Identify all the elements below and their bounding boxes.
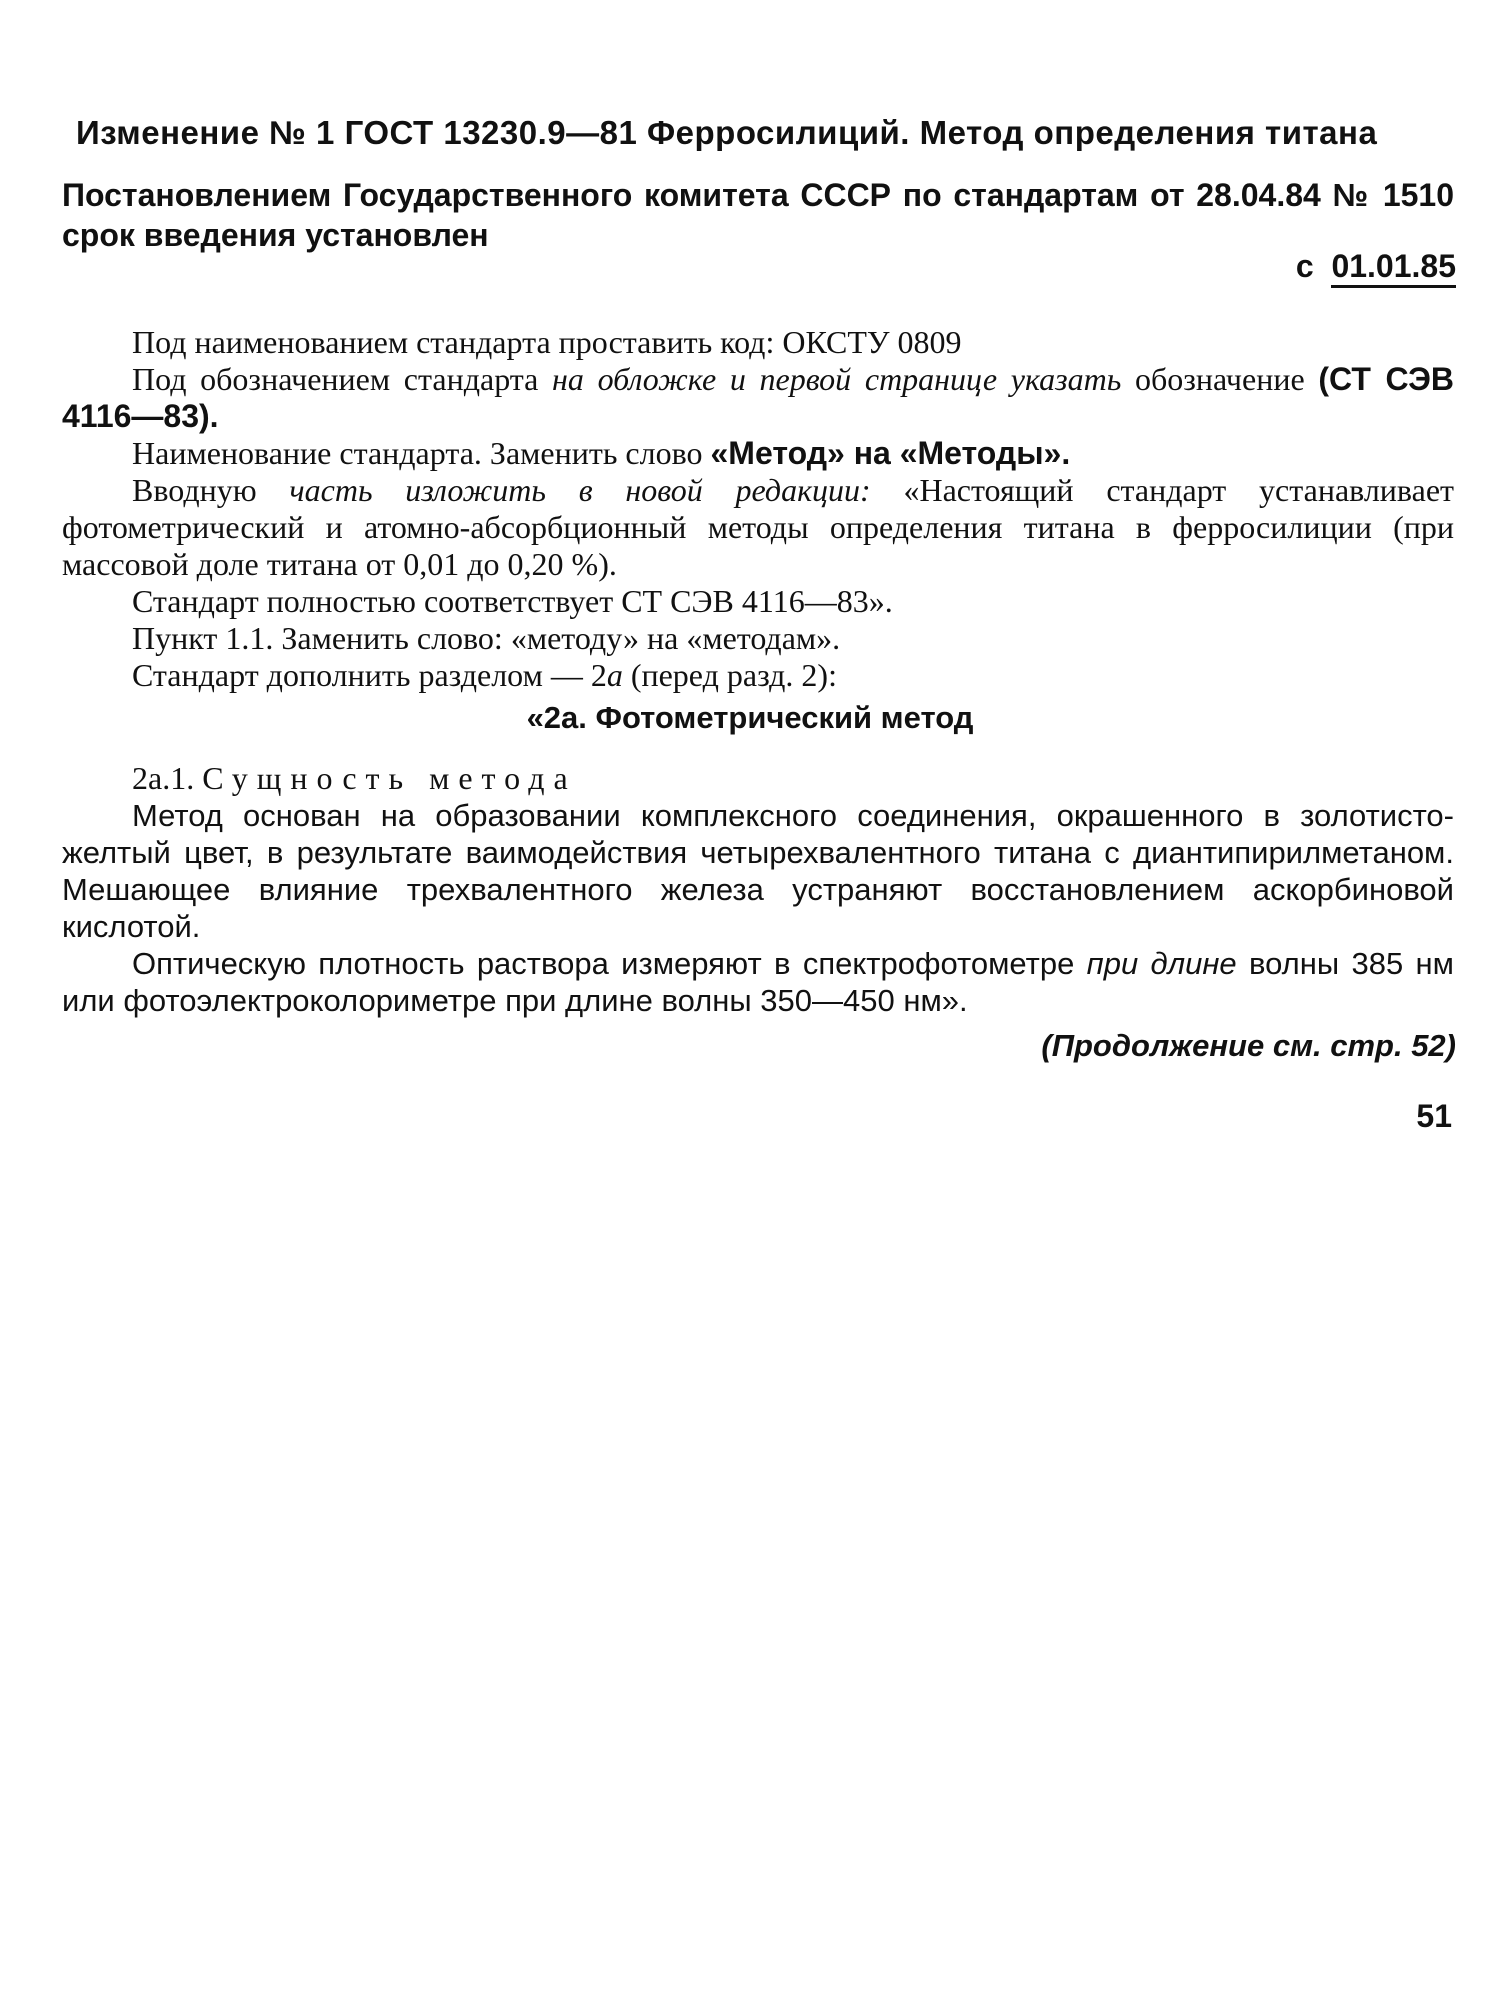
paragraph-designation — [62, 361, 1454, 435]
paragraph-intro — [62, 472, 1454, 583]
name-text-start: Наименование стандарта. Заменить слово — [132, 435, 711, 471]
method-text: Метод основан на образовании комплексного соединения, окрашенного в золотисто-желтый цвет, в результате ваимодействия четырехвалентного титана с диантипирилметаном. Мешающее влияние трехвалентного железа устраняют восстановлением аскорбиновой кислотой. — [62, 798, 1454, 944]
add-text-end: (перед разд. 2): — [622, 657, 837, 693]
document-title: Изменение № 1 ГОСТ 13230.9—81 Ферросилиций. Метод определения титана — [76, 114, 1378, 151]
paragraph-add-section — [62, 657, 1454, 694]
subsection-heading — [62, 760, 1454, 797]
continuation-note: (Продолжение см. стр. 52) — [1041, 1028, 1456, 1063]
designation-text-italic: на обложке и первой странице указать — [552, 361, 1122, 397]
paragraph-code-text: Под наименованием стандарта проставить код: ОКСТУ 0809 — [132, 324, 962, 360]
paragraph-compliance — [62, 583, 1454, 620]
decree-text: Постановлением Государственного комитета СССР по стандартам от 28.04.84 № 1510 срок введения установлен — [62, 177, 1454, 253]
page-number: 51 — [1416, 1098, 1452, 1134]
subsection-title: Сущность метода — [202, 760, 577, 796]
subsection-block — [62, 760, 1454, 797]
item-text: Пункт 1.1. Заменить слово: «методу» на «методам». — [132, 620, 841, 656]
subsection-number: 2а.1. — [132, 760, 203, 796]
paragraph-code — [62, 324, 1454, 361]
add-text-italic: а — [606, 657, 623, 693]
method-paragraph — [62, 797, 1454, 945]
name-text-bold: «Метод» на «Методы». — [710, 435, 1071, 471]
optical-text-start: Оптическую плотность раствора измеряют в спектрофотометре — [132, 946, 1087, 981]
paragraph-item — [62, 620, 1454, 657]
section-heading: «2а. Фотометрический метод — [526, 700, 974, 735]
designation-text-start: Под обозначением стандарта — [132, 361, 553, 397]
add-text-start: Стандарт дополнить разделом — 2 — [132, 657, 607, 693]
effective-date-line — [1296, 248, 1456, 285]
amendment-body — [62, 324, 1454, 694]
intro-text-rest: «Настоящий стандарт устанавливает фотометрический и атомно-абсорбционный методы определения титана в ферросилиции (при массовой доле титана от 0,01 до 0,20 %). — [62, 472, 1455, 582]
method-block — [62, 797, 1454, 1019]
effective-prefix: с — [1295, 248, 1314, 284]
optical-text-italic: при длине — [1086, 946, 1237, 981]
effective-date: 01.01.85 — [1331, 248, 1456, 288]
intro-text-start: Вводную — [132, 472, 290, 508]
designation-text-mid: обозначение — [1121, 361, 1319, 397]
compliance-text: Стандарт полностью соответствует СТ СЭВ 4116—83». — [132, 583, 893, 619]
optical-paragraph — [62, 945, 1454, 1019]
intro-text-italic: часть изложить в новой редакции: — [289, 472, 871, 508]
designation-text-bold: (СТ СЭВ 4116—83). — [62, 361, 1455, 434]
paragraph-name — [62, 435, 1454, 472]
optical-text-end: волны 385 нм или фотоэлектроколориметре при длине волны 350—450 нм». — [62, 946, 1454, 1018]
